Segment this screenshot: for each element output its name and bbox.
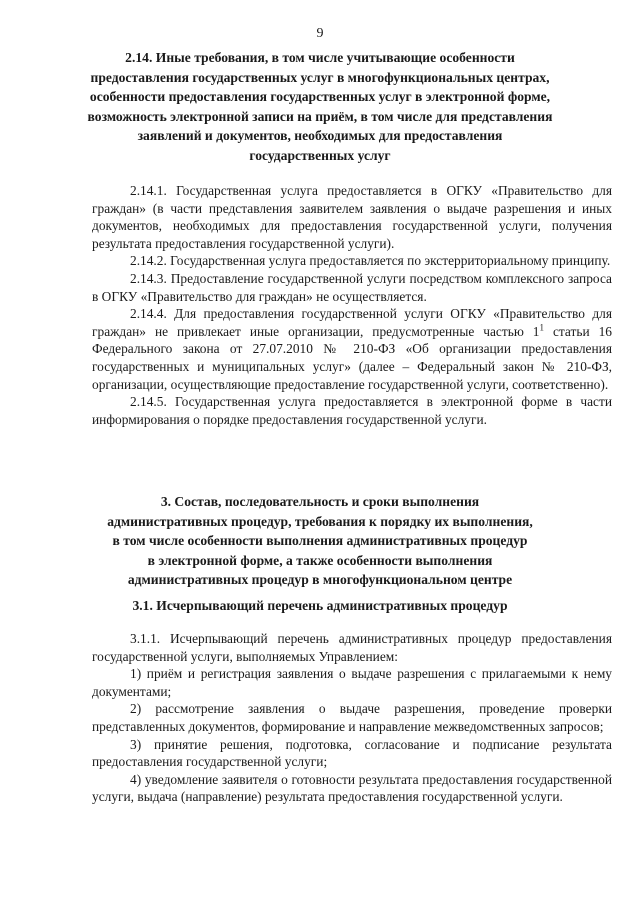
list-item: 1) приём и регистрация заявления о выдаче разрешения с прилагаемыми к нему документами; (92, 666, 612, 699)
heading-line: предоставления государственных услуг в многофункциональных центрах, (90, 69, 550, 85)
paragraph-3-1-1: 3.1.1. Исчерпывающий перечень административных процедур предоставления государственной услуги, выполняемых Управлением: (92, 631, 612, 664)
list-item: 2) рассмотрение заявления о выдаче разрешения, проведение проверки представленных документов, формирование и направление межведомственных запросов; (92, 701, 612, 734)
superscript: 1 (539, 322, 544, 333)
page-number: 9 (316, 26, 324, 41)
paragraph-2-14-4-text: 2.14.4. Для предоставления государственной услуги ОГКУ «Правительство для граждан» не привлекает иные организации, предусмотренные частью 1 (92, 306, 612, 339)
section-2-14-heading (72, 48, 568, 165)
heading-line: 3.1. Исчерпывающий перечень административных процедур (132, 598, 508, 613)
heading-line: 2.14. Иные требования, в том числе учитывающие особенности (125, 50, 515, 65)
heading-line: в электронной форме, а также особенности выполнения (147, 552, 493, 568)
heading-line: в том числе особенности выполнения административных процедур (112, 533, 528, 548)
paragraph-2-14-2: 2.14.2. Государственная услуга предоставляется по экстерриториальному принципу. (130, 253, 611, 269)
heading-line: заявлений и документов, необходимых для предоставления (137, 128, 503, 143)
list-item: 4) уведомление заявителя о готовности результата предоставления государственной услуги, выдача (направление) результата предоставления государственной услуги. (92, 771, 612, 805)
heading-line: 3. Состав, последовательность и сроки выполнения (160, 494, 480, 509)
heading-line: возможность электронной записи на приём, в том числе для представления (87, 108, 553, 124)
section-3-1-body (92, 630, 612, 806)
section-3-1-heading (72, 596, 568, 616)
paragraph-2-14-4 (92, 305, 612, 393)
paragraph-2-14-1: 2.14.1. Государственная услуга предоставляется в ОГКУ «Правительство для граждан» (в части представления заявителем заявления о выдаче разрешения и иных документов, необходимых для предоставления государственной услуги, получения результата предоставления государственной услуги). (92, 183, 612, 251)
list-item: 3) принятие решения, подготовка, согласование и подписание результата предоставления государственной услуги; (92, 736, 612, 770)
heading-line: административных процедур в многофункциональном центре (127, 572, 513, 587)
section-2-14-body (92, 182, 612, 428)
heading-line: государственных услуг (249, 147, 391, 163)
heading-line: особенности предоставления государственных услуг в электронной форме, (89, 89, 551, 104)
paragraph-2-14-4-text-cont: статьи 16 Федерального закона от 27.07.2010 № 210-ФЗ «Об организации предоставления государственных и муниципальных услуг» (далее – Федеральный закон № 210-ФЗ, организации, осуществляющие предоставление государственной услуги, соответственно). (92, 323, 612, 392)
heading-line: административных процедур, требования к порядку их выполнения, (107, 513, 533, 529)
paragraph-2-14-5: 2.14.5. Государственная услуга предоставляется в электронной форме в части информирования о порядке предоставления государственной услуги. (92, 394, 612, 427)
paragraph-2-14-3: 2.14.3. Предоставление государственной услуги посредством комплексного запроса в ОГКУ «Правительство для граждан» не осуществляется. (92, 270, 612, 304)
section-3-heading (72, 492, 568, 590)
